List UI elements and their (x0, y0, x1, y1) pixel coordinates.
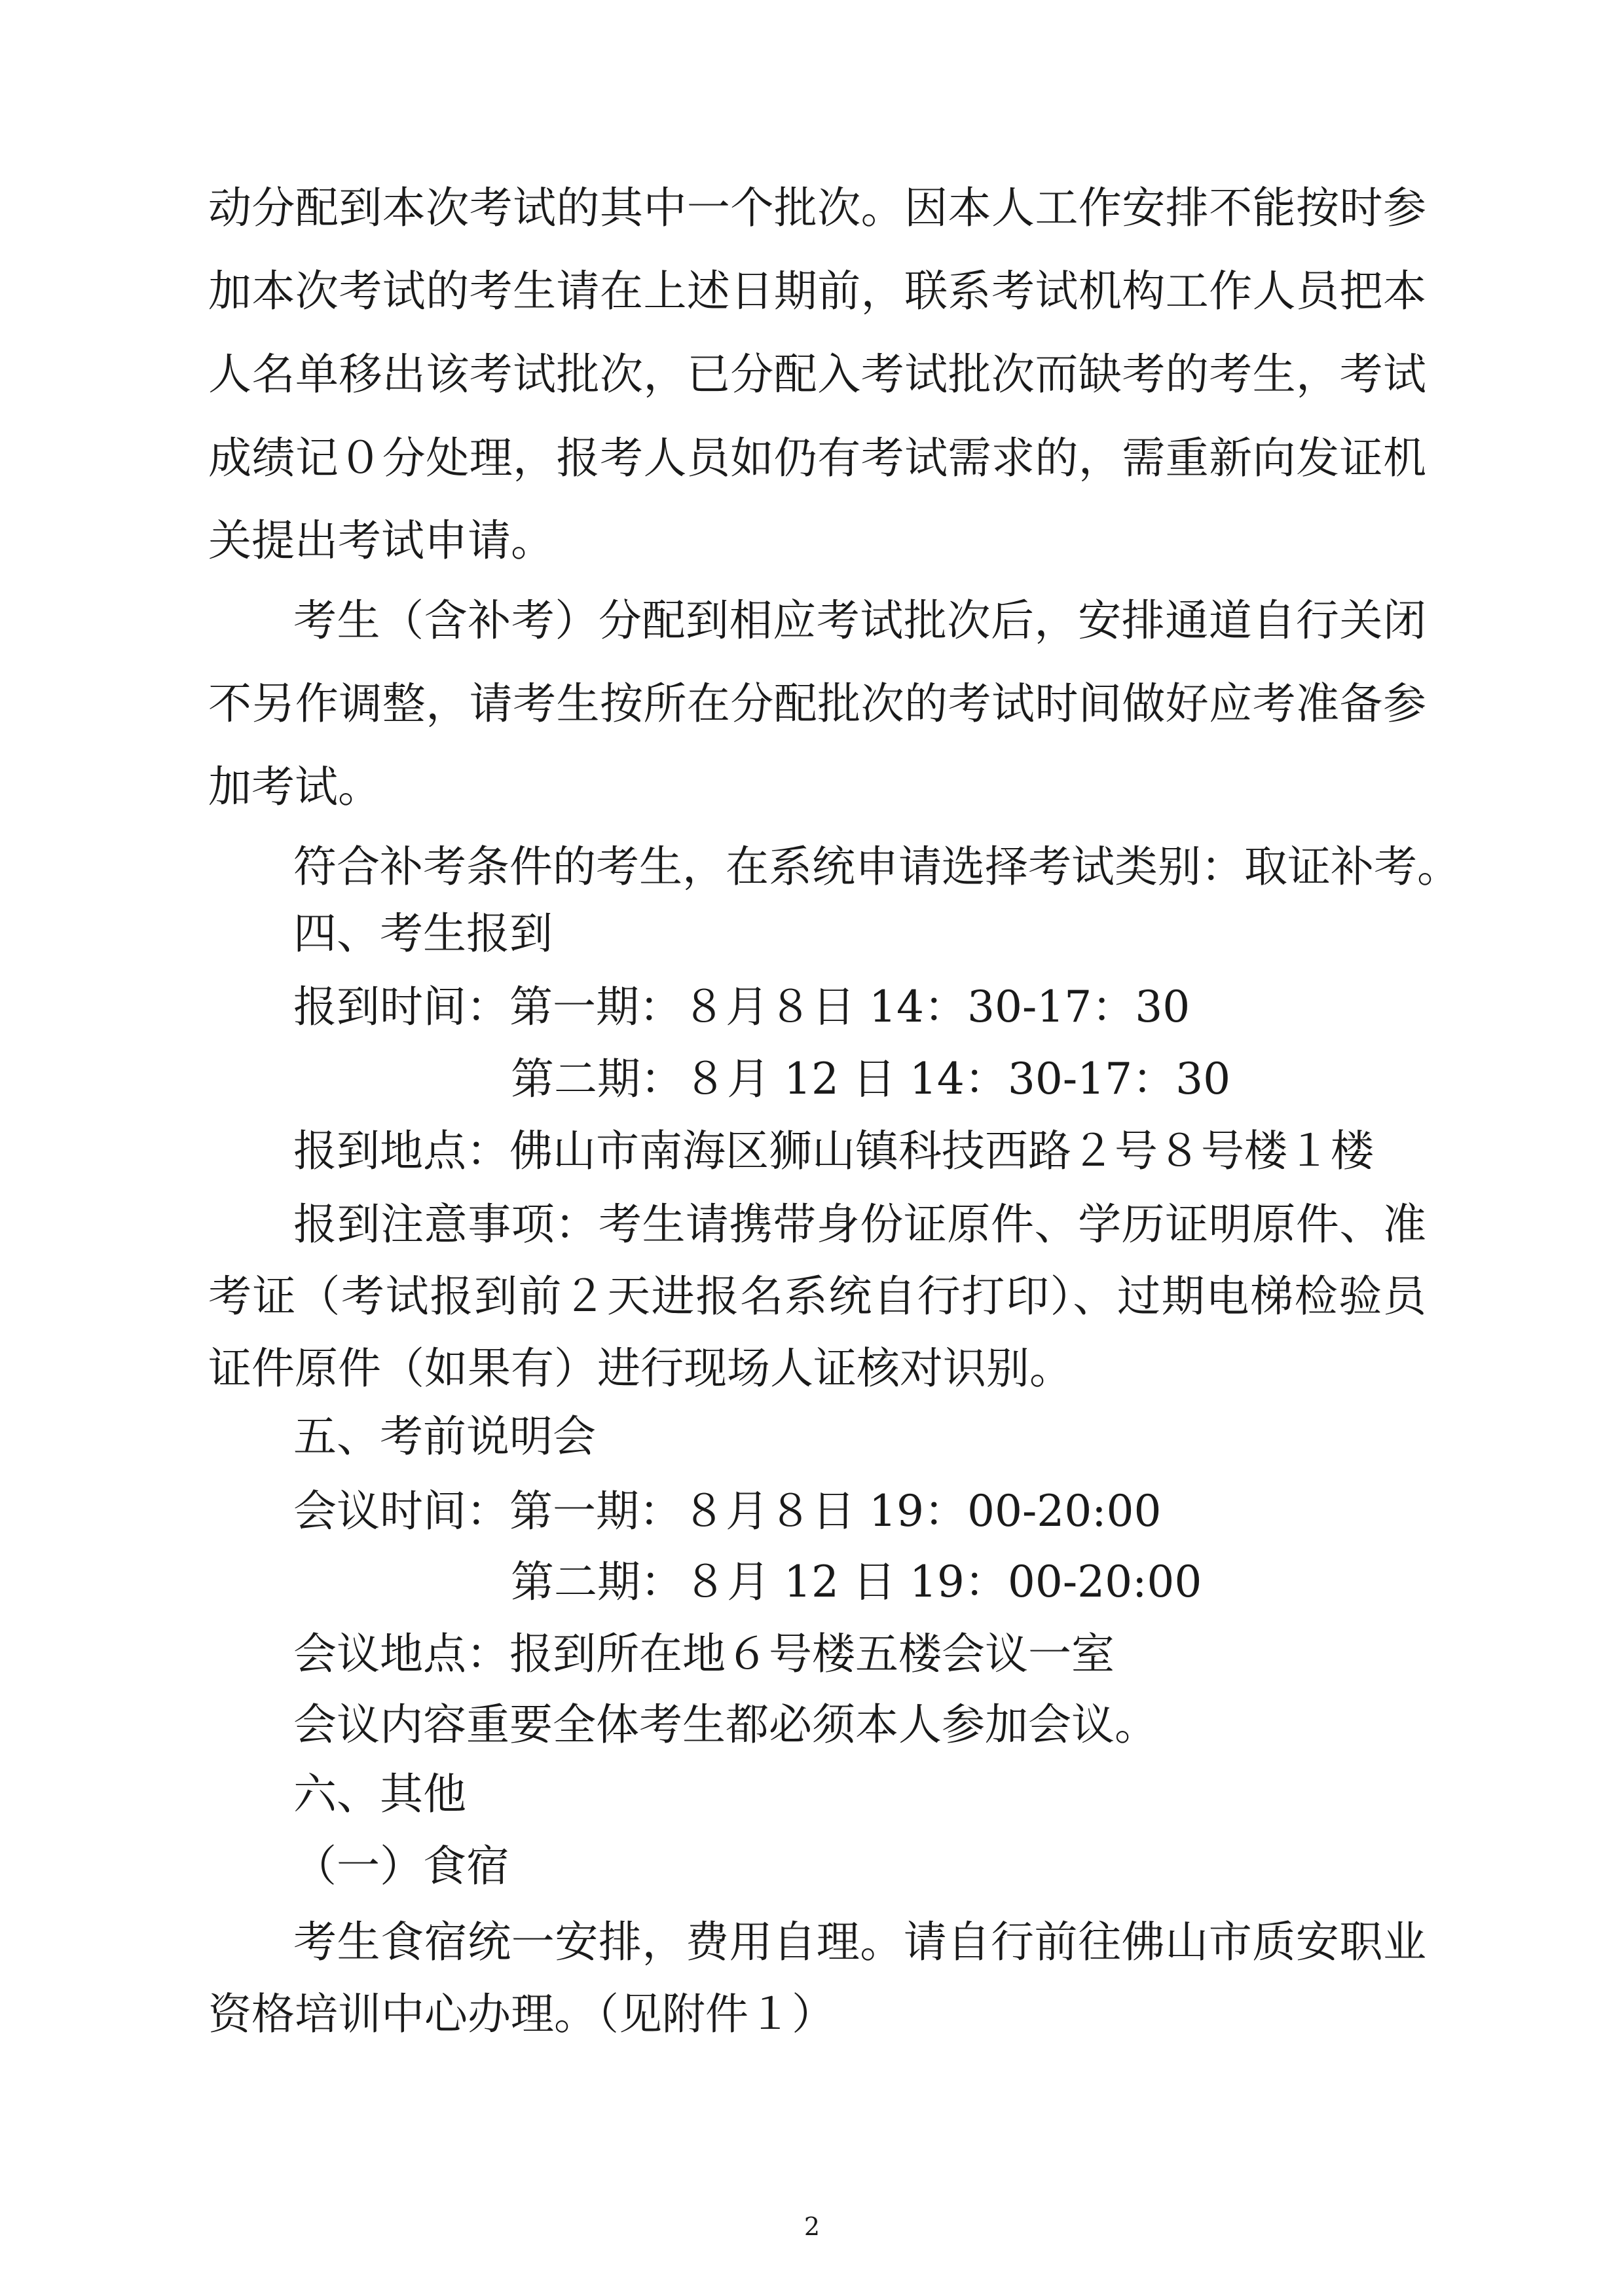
paragraph-line: 成绩记０分处理，报考人员如仍有考试需求的，需重新向发证机 (208, 433, 1426, 483)
section-heading: 五、考前说明会 (293, 1411, 596, 1462)
paragraph-line: 考证（考试报到前２天进报名系统自行打印）、过期电梯检验员 (208, 1271, 1426, 1322)
paragraph-line: 资格培训中心办理。（见附件１） (208, 1989, 835, 2039)
paragraph-line: 第二期：８月 12 日 19：00-20:00 (511, 1557, 1202, 1607)
paragraph-line: 报到注意事项：考生请携带身份证原件、学历证明原件、准 (293, 1199, 1426, 1250)
subsection-heading: （一）食宿 (293, 1841, 509, 1891)
section-heading: 六、其他 (293, 1769, 466, 1819)
paragraph-line: 考生食宿统一安排，费用自理。请自行前往佛山市质安职业 (293, 1917, 1426, 1967)
paragraph-line: 不另作调整，请考生按所在分配批次的考试时间做好应考准备参 (208, 678, 1426, 729)
paragraph-line: 符合补考条件的考生，在系统申请选择考试类别：取证补考。 (293, 842, 1460, 892)
paragraph-line: 考生（含补考）分配到相应考试批次后，安排通道自行关闭 (293, 595, 1426, 646)
paragraph-line: 会议地点：报到所在地６号楼五楼会议一室 (293, 1629, 1115, 1679)
paragraph-line: 加本次考试的考生请在上述日期前，联系考试机构工作人员把本 (208, 266, 1426, 316)
paragraph-line: 动分配到本次考试的其中一个批次。因本人工作安排不能按时参 (208, 183, 1426, 233)
paragraph-line: 人名单移出该考试批次，已分配入考试批次而缺考的考生，考试 (208, 349, 1426, 399)
paragraph-line: 关提出考试申请。 (208, 515, 554, 566)
paragraph-line: 报到地点：佛山市南海区狮山镇科技西路２号８号楼１楼 (293, 1126, 1374, 1176)
paragraph-line: 第二期：８月 12 日 14：30-17：30 (511, 1054, 1231, 1104)
paragraph-line: 报到时间：第一期：８月８日 14：30-17：30 (293, 982, 1190, 1032)
paragraph-line: 会议内容重要全体考生都必须本人参加会议。 (293, 1699, 1158, 1750)
section-heading: 四、考生报到 (293, 908, 553, 959)
paragraph-line: 会议时间：第一期：８月８日 19：00-20:00 (293, 1486, 1162, 1536)
page-number: 2 (803, 2212, 821, 2241)
paragraph-line: 证件原件（如果有）进行现场人证核对识别。 (208, 1343, 1073, 1394)
paragraph-line: 加考试。 (208, 762, 381, 812)
